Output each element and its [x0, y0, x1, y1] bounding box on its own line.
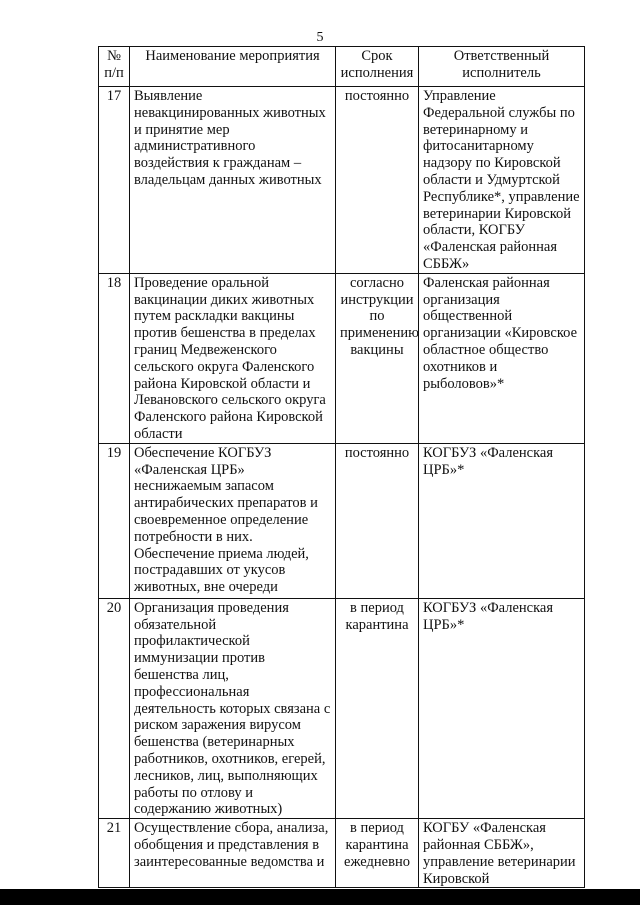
- row-term: постоянно: [336, 443, 419, 598]
- row-num: 20: [99, 598, 130, 818]
- row-term: постоянно: [336, 87, 419, 274]
- row-responsible: КОГБУ «Фаленская районная СББЖ», управление ветеринарии Кировской: [419, 819, 585, 888]
- row-term: согласно инструкции по применению вакцины: [336, 273, 419, 443]
- row-name: Организация проведения обязательной профилактической иммунизации против бешенства лиц, профессиональная деятельность которых связана с риском заражения вирусом бешенства (ветеринарных работников, охотников, егерей, лесников, лиц, выполняющих работы по отлову и содержанию животных): [130, 598, 336, 818]
- bottom-scan-border: [0, 889, 640, 905]
- row-responsible: Фаленская районная организация общественной организации «Кировское областное общество охотников и рыболовов»*: [419, 273, 585, 443]
- row-num: 21: [99, 819, 130, 888]
- row-name: Обеспечение КОГБУЗ «Фаленская ЦРБ» неснижаемым запасом антирабических препаратов и своевременное определение потребности в них. Обеспечение приема людей, пострадавших от укусов животных, вне очереди: [130, 443, 336, 598]
- measures-table: [98, 46, 585, 888]
- header-responsible: Ответственный исполнитель: [419, 47, 585, 87]
- row-name: Выявление невакцинированных животных и принятие мер административного воздействия к гражданам – владельцам данных животных: [130, 87, 336, 274]
- row-responsible: Управление Федеральной службы по ветеринарному и фитосанитарному надзору по Кировской области и Удмуртской Республике*, управление ветеринарии Кировской области, КОГБУ «Фаленская районная СББЖ»: [419, 87, 585, 274]
- table-row: [99, 443, 585, 598]
- row-responsible: КОГБУЗ «Фаленская ЦРБ»*: [419, 443, 585, 598]
- table-row: [99, 273, 585, 443]
- table-row: [99, 87, 585, 274]
- row-num: 19: [99, 443, 130, 598]
- row-term: в период карантина ежедневно: [336, 819, 419, 888]
- header-name: Наименование мероприятия: [130, 47, 336, 87]
- header-num: № п/п: [99, 47, 130, 87]
- table-header-row: [99, 47, 585, 87]
- page-number: 5: [316, 30, 324, 45]
- row-term: в период карантина: [336, 598, 419, 818]
- row-name: Проведение оральной вакцинации диких животных путем раскладки вакцины против бешенства в пределах границ Медвеженского сельского округа Фаленского района Кировской области и Левановского сельского округа Фаленского района Кировской области: [130, 273, 336, 443]
- row-num: 18: [99, 273, 130, 443]
- table-row: [99, 598, 585, 818]
- table-row: [99, 819, 585, 888]
- row-name: Осуществление сбора, анализа, обобщения и представления в заинтересованные ведомства и: [130, 819, 336, 888]
- row-responsible: КОГБУЗ «Фаленская ЦРБ»*: [419, 598, 585, 818]
- row-num: 17: [99, 87, 130, 274]
- header-term: Срок исполнения: [336, 47, 419, 87]
